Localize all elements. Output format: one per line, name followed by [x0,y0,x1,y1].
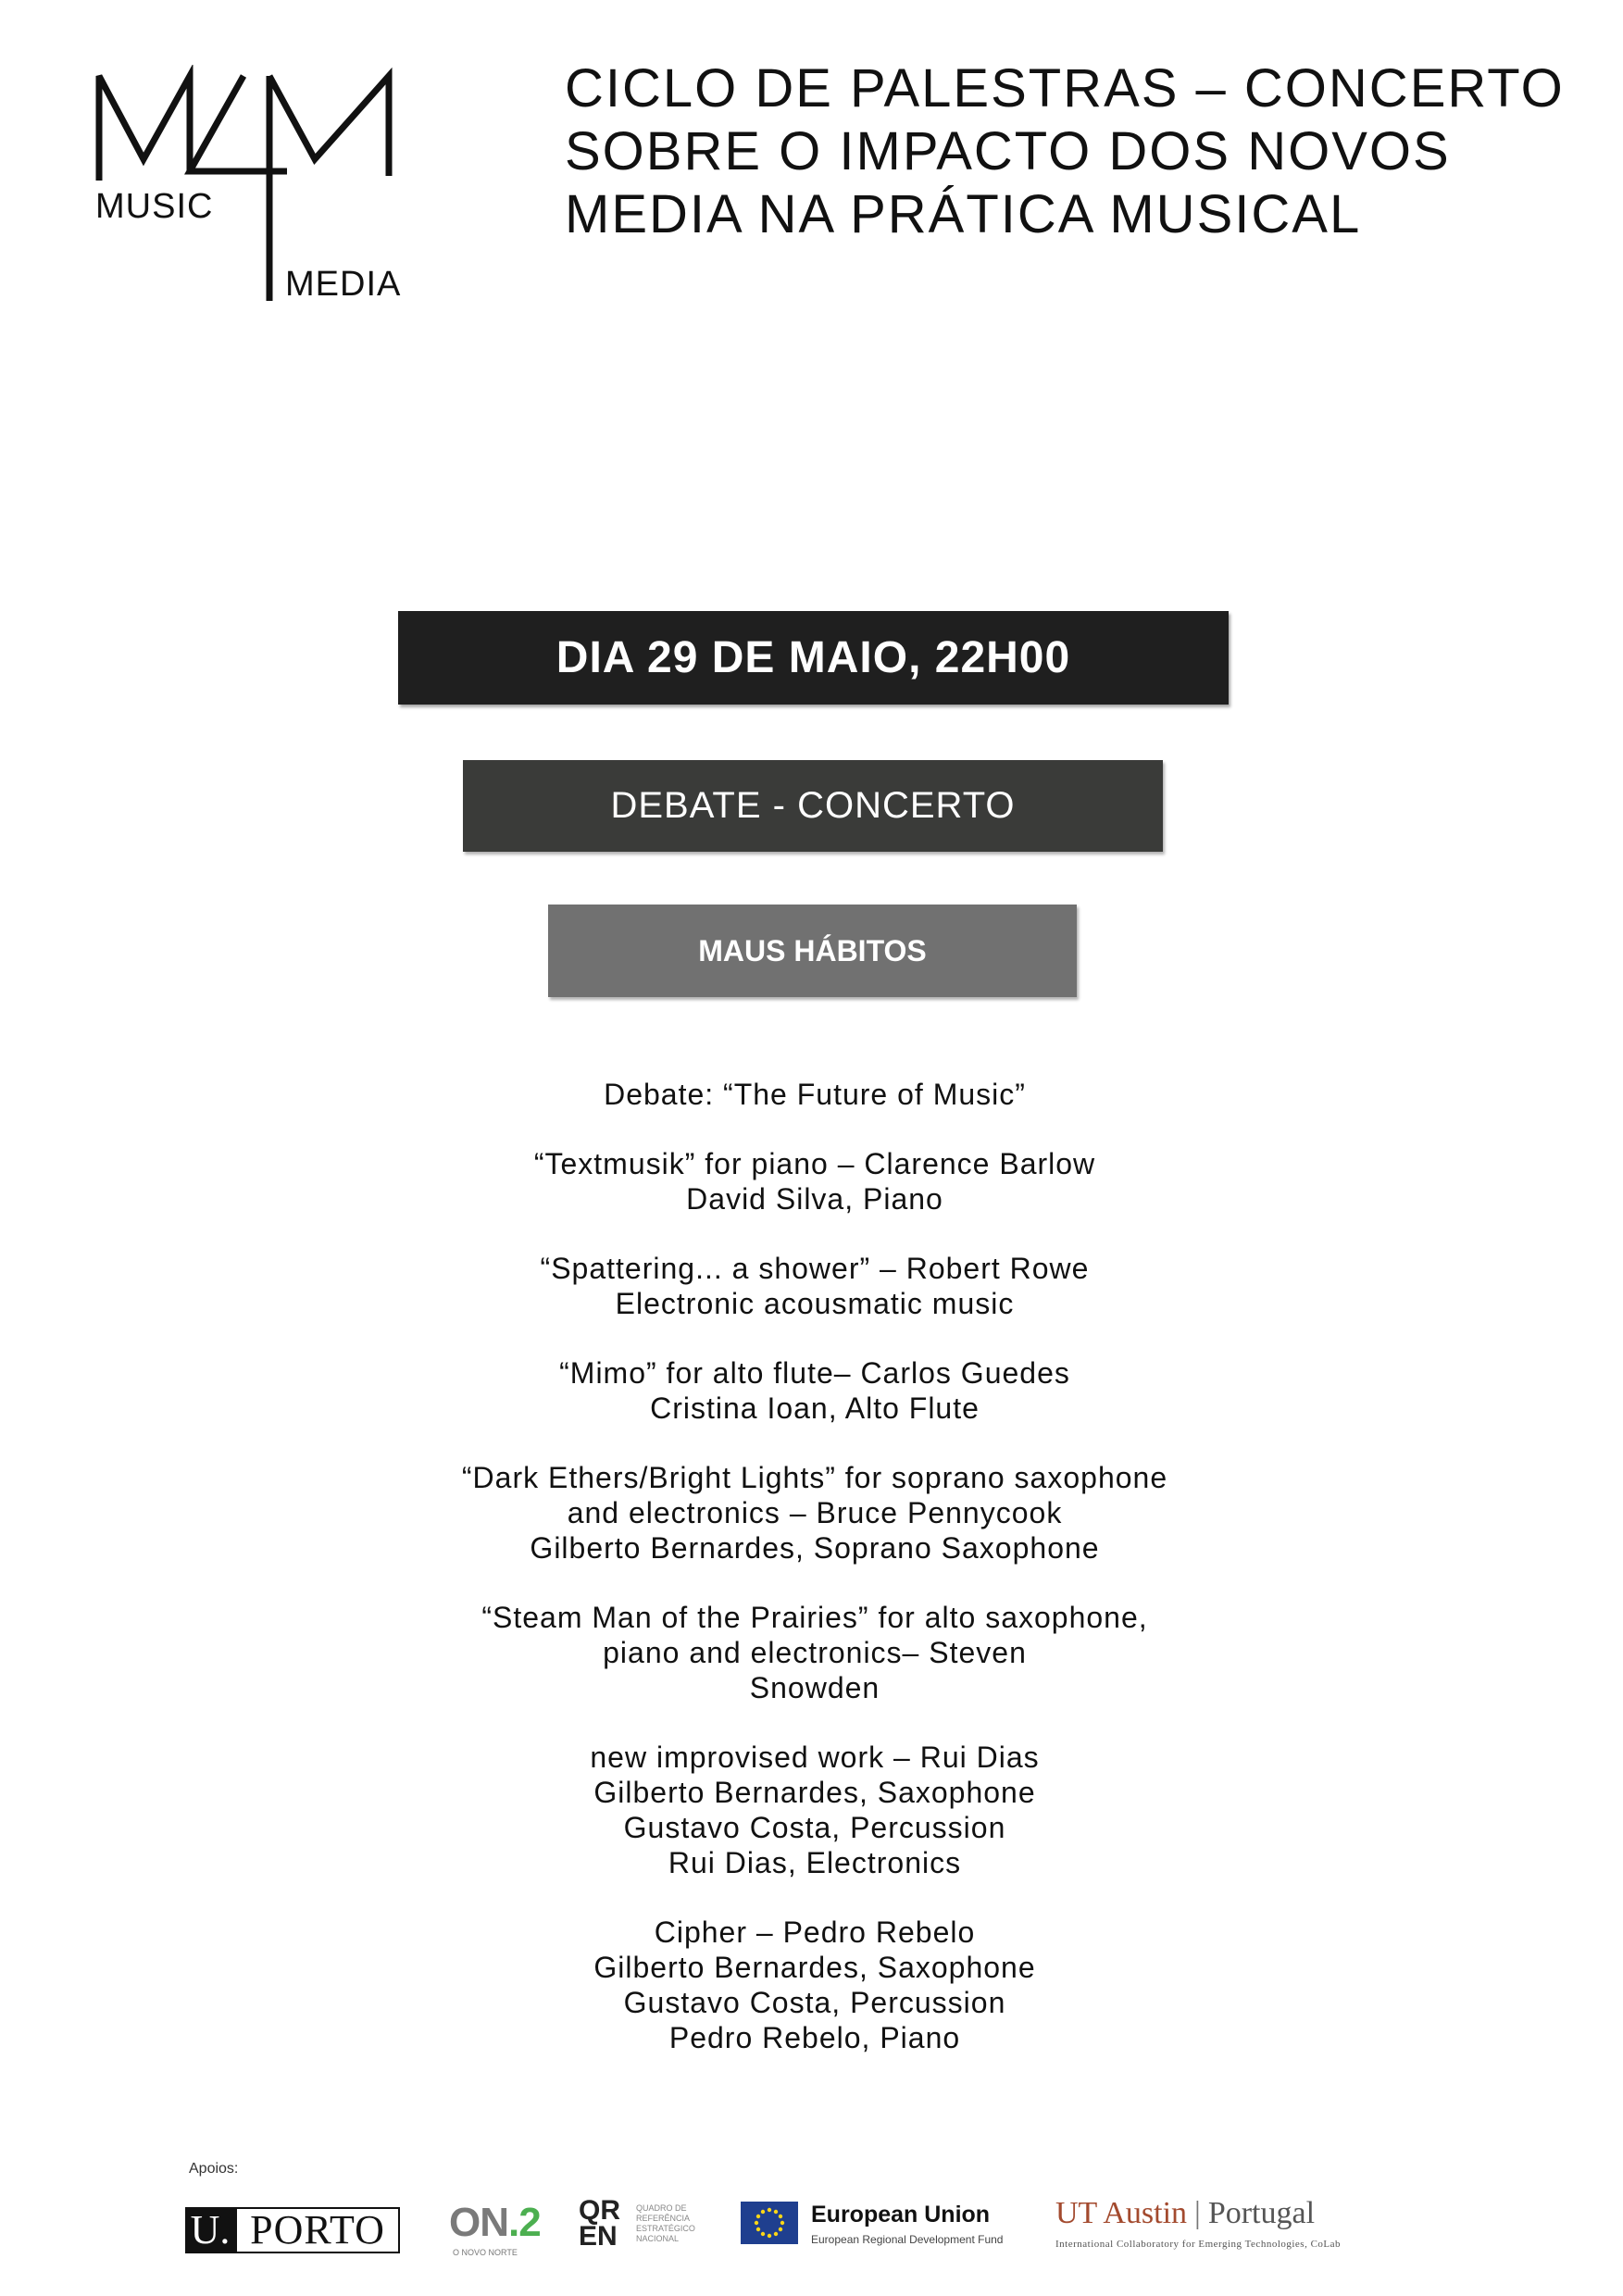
on2-logo [449,2194,542,2268]
program-item [352,1460,1278,1566]
program-item [352,1251,1278,1321]
eu-logo-subtitle: European Regional Development Fund [811,2233,1004,2246]
sponsors-label: Apoios: [189,2161,239,2177]
on2-logo-subtitle: O NOVO NORTE [453,2248,518,2257]
ut-logo-name: UT Austin [1055,2196,1188,2230]
qren-logo-bottom: EN [579,2221,618,2252]
qren-logo [579,2194,708,2268]
program-item-detail: Snowden [749,1671,880,1704]
program-list [352,1077,1278,2090]
ut-logo-country: Portugal [1207,2196,1316,2230]
program-item [352,1915,1278,2055]
eu-stars-icon [741,2202,798,2244]
ut-austin-portugal-logo [1055,2194,1463,2268]
program-item-detail: Gilberto Bernardes, Saxophone [593,1951,1036,1984]
program-item-title: “Dark Ethers/Bright Lights” for soprano saxophone [461,1461,1168,1494]
program-item [352,1355,1278,1426]
program-item-detail: Gustavo Costa, Percussion [623,1986,1006,2019]
program-item-title: new improvised work – Rui Dias [590,1741,1040,1774]
program-item-detail: Gilberto Bernardes, Soprano Saxophone [530,1531,1100,1565]
title-line: MEDIA NA PRÁTICA MUSICAL [565,184,1362,244]
european-union-logo [741,2194,1018,2268]
program-item-title: “Mimo” for alto flute– Carlos Guedes [559,1356,1070,1390]
program-item-title: “Steam Man of the Prairies” for alto saxophone, [481,1601,1148,1634]
on2-logo-main: ON [449,2200,508,2245]
program-item-detail: Pedro Rebelo, Piano [668,2021,961,2054]
uporto-logo-name: PORTO [235,2207,400,2253]
on2-logo-mark [449,2200,541,2246]
eu-flag-icon [741,2202,798,2244]
event-venue-banner: MAUS HÁBITOS [548,905,1077,997]
qren-logo-subtitle: QUADRO DE REFERÊNCIA ESTRATÉGICO NACIONAL [636,2203,695,2243]
program-item-detail: Cristina Ioan, Alto Flute [650,1391,980,1425]
program-item-detail: David Silva, Piano [686,1182,943,1216]
logo-second-m [269,76,389,176]
program-item-title: Cipher – Pedro Rebelo [654,1915,976,1949]
ut-logo-subtitle: International Collaboratory for Emerging Technologies, CoLab [1055,2239,1342,2250]
page-title [565,57,1592,246]
event-type-banner: DEBATE - CONCERTO [463,760,1163,852]
uporto-logo-u: U. [185,2207,235,2253]
logo-word-music: MUSIC [95,187,214,226]
program-item-detail: and electronics – Bruce Pennycook [567,1496,1063,1529]
logo-first-m [99,76,190,181]
on2-logo-accent: .2 [508,2200,541,2245]
title-line: SOBRE O IMPACTO DOS NOVOS [565,121,1451,181]
logo-word-media: MEDIA [285,265,402,304]
program-item [352,1146,1278,1217]
program-item-title: “Textmusik” for piano – Clarence Barlow [533,1147,1096,1180]
program-item-title: “Spattering... a shower” – Robert Rowe [540,1252,1090,1285]
program-item-detail: piano and electronics– Steven [603,1636,1027,1669]
uporto-logo [185,2203,400,2257]
program-item-title: Debate: “The Future of Music” [604,1078,1026,1111]
program-item [352,1077,1278,1112]
ut-logo-separator: | [1194,2196,1201,2230]
qren-logo-top: QR [579,2195,620,2226]
sponsors-strip [185,2194,1481,2268]
program-item-detail: Rui Dias, Electronics [668,1846,962,1879]
program-item [352,1740,1278,1880]
event-date-banner: DIA 29 DE MAIO, 22H00 [398,611,1229,705]
m4m-logo [88,65,403,306]
program-item-detail: Gustavo Costa, Percussion [623,1811,1006,1844]
qren-logo-mark [579,2195,636,2252]
eu-logo-title: European Union [811,2202,991,2227]
program-item-detail: Gilberto Bernardes, Saxophone [593,1776,1036,1809]
program-item-detail: Electronic acousmatic music [615,1287,1015,1320]
program-item [352,1600,1278,1705]
ut-logo-title [1055,2196,1315,2231]
title-line: CICLO DE PALESTRAS – CONCERTO [565,58,1565,119]
